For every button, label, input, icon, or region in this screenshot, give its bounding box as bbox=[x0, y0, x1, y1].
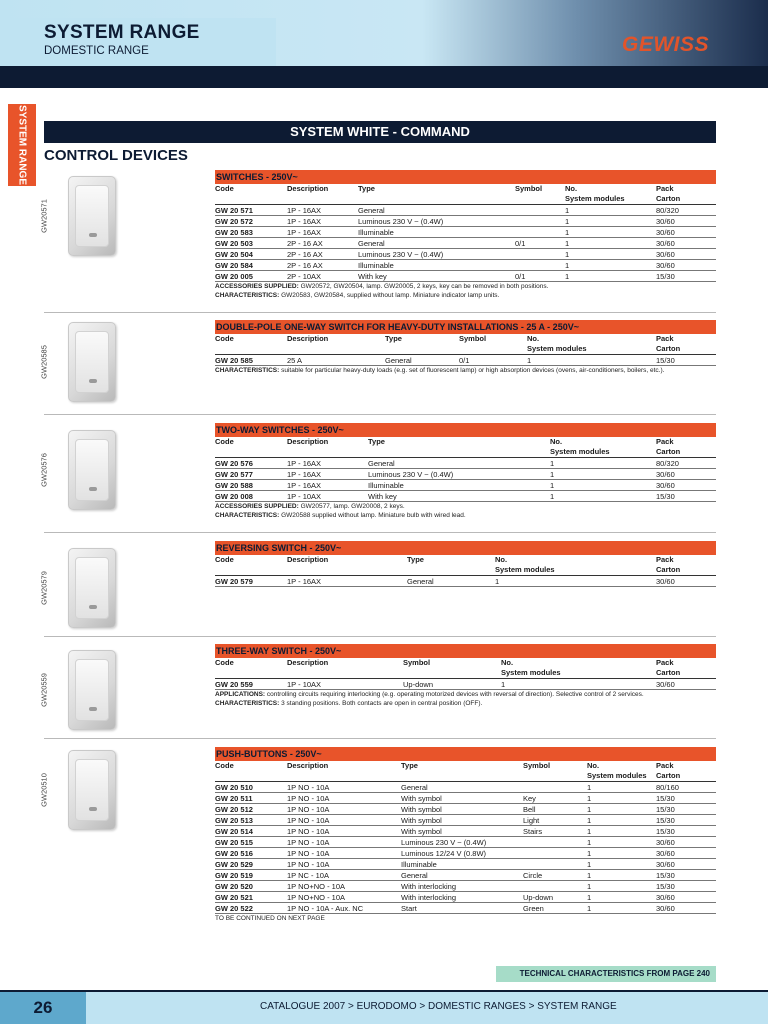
table-cell: 1P NO - 10A bbox=[287, 794, 330, 803]
table-cell: 2P - 16 AX bbox=[287, 261, 323, 270]
table-title: PUSH-BUTTONS - 250V~ bbox=[215, 747, 716, 761]
column-header: Code bbox=[215, 555, 234, 564]
table-cell: 1P NO - 10A bbox=[287, 805, 330, 814]
table-cell: With key bbox=[368, 492, 397, 501]
table-cell: 1 bbox=[587, 805, 592, 814]
table-cell: With symbol bbox=[401, 794, 442, 803]
switch-indicator bbox=[89, 605, 97, 609]
table-header bbox=[215, 334, 716, 355]
table-title: TWO-WAY SWITCHES - 250V~ bbox=[215, 423, 716, 437]
table-cell: 1 bbox=[587, 783, 592, 792]
table-cell: 1P - 16AX bbox=[287, 459, 322, 468]
product-image bbox=[68, 650, 116, 730]
product-code: GW 20 579 bbox=[215, 577, 253, 586]
product-code: GW 20 585 bbox=[215, 356, 253, 365]
table-cell: Luminous 230 V ~ (0.4W) bbox=[358, 250, 444, 259]
note-text: GW20583, GW20584, supplied without lamp. Miniature indicator lamp units. bbox=[279, 292, 500, 299]
table-note bbox=[215, 690, 716, 699]
note-label: CHARACTERISTICS: bbox=[215, 700, 280, 707]
product-code: GW 20 513 bbox=[215, 816, 253, 825]
section-divider bbox=[44, 312, 716, 313]
column-header: Symbol bbox=[515, 184, 543, 193]
table-cell: 15/30 bbox=[656, 871, 675, 880]
table-cell: 1 bbox=[565, 228, 570, 237]
table-cell: Start bbox=[401, 904, 417, 913]
table-row bbox=[215, 870, 716, 881]
table-cell: With symbol bbox=[401, 827, 442, 836]
column-header: No. System modules bbox=[550, 437, 610, 456]
table-cell: 1 bbox=[587, 849, 592, 858]
table-cell: 1 bbox=[565, 250, 570, 259]
table-cell: 30/60 bbox=[656, 860, 675, 869]
product-table bbox=[215, 423, 716, 520]
product-image bbox=[68, 322, 116, 402]
note-label: CHARACTERISTICS: bbox=[215, 512, 280, 519]
table-cell: 1 bbox=[550, 492, 555, 501]
table-cell: 2P - 16 AX bbox=[287, 239, 323, 248]
table-row bbox=[215, 480, 716, 491]
product-code-label bbox=[34, 650, 54, 730]
table-cell: Up-down bbox=[403, 680, 434, 689]
product-image bbox=[68, 548, 116, 628]
table-cell: 1P - 16AX bbox=[287, 228, 322, 237]
product-code: GW 20 510 bbox=[215, 783, 253, 792]
table-cell: 15/30 bbox=[656, 794, 675, 803]
table-cell: 1 bbox=[495, 577, 500, 586]
note-text: controlling circuits requiring interlocking (e.g. operating motorized devices with reversal of direction). Selective control of 2 services. bbox=[265, 691, 644, 698]
header-subtitle: DOMESTIC RANGE bbox=[44, 45, 149, 57]
table-cell: 15/30 bbox=[656, 356, 675, 365]
table-cell: 2P - 16 AX bbox=[287, 250, 323, 259]
product-code-text: GW20576 bbox=[39, 453, 49, 487]
product-table bbox=[215, 747, 716, 923]
table-cell: Stairs bbox=[523, 827, 543, 836]
column-header: Symbol bbox=[459, 334, 487, 343]
table-cell: Illuminable bbox=[368, 481, 404, 490]
table-row bbox=[215, 826, 716, 837]
switch-rocker bbox=[75, 659, 109, 721]
table-cell: 30/60 bbox=[656, 217, 675, 226]
table-header bbox=[215, 437, 716, 458]
product-code: GW 20 005 bbox=[215, 272, 253, 281]
column-header: Symbol bbox=[403, 658, 431, 667]
column-header: Type bbox=[368, 437, 385, 446]
table-row bbox=[215, 227, 716, 238]
table-cell: Circle bbox=[523, 871, 543, 880]
table-row bbox=[215, 249, 716, 260]
product-code: GW 20 512 bbox=[215, 805, 253, 814]
table-cell: Luminous 12/24 V (0.8W) bbox=[401, 849, 487, 858]
table-cell: 1P - 16AX bbox=[287, 481, 322, 490]
table-cell: With interlocking bbox=[401, 893, 457, 902]
table-cell: 1 bbox=[587, 816, 592, 825]
table-title: REVERSING SWITCH - 250V~ bbox=[215, 541, 716, 555]
table-cell: 1 bbox=[550, 459, 555, 468]
table-cell: 1P NO - 10A bbox=[287, 838, 330, 847]
column-header: Description bbox=[287, 184, 329, 193]
table-cell: Luminous 230 V ~ (0.4W) bbox=[401, 838, 487, 847]
table-cell: 30/60 bbox=[656, 680, 675, 689]
table-row bbox=[215, 881, 716, 892]
table-row bbox=[215, 458, 716, 469]
product-code: GW 20 572 bbox=[215, 217, 253, 226]
table-cell: 15/30 bbox=[656, 816, 675, 825]
table-cell: Light bbox=[523, 816, 540, 825]
note-label: CHARACTERISTICS: bbox=[215, 367, 280, 374]
brand-logo: GEWISS bbox=[622, 33, 710, 56]
table-cell: 1P NO - 10A bbox=[287, 816, 330, 825]
table-cell: With interlocking bbox=[401, 882, 457, 891]
table-row bbox=[215, 576, 716, 587]
table-row bbox=[215, 782, 716, 793]
product-code-text: GW20579 bbox=[39, 571, 49, 605]
product-code: GW 20 571 bbox=[215, 206, 253, 215]
note-label: CHARACTERISTICS: bbox=[215, 292, 280, 299]
table-cell: 1P - 16AX bbox=[287, 470, 322, 479]
table-cell: 1 bbox=[565, 261, 570, 270]
table-cell: 1 bbox=[587, 794, 592, 803]
section-divider bbox=[44, 738, 716, 739]
switch-indicator bbox=[89, 379, 97, 383]
table-cell: 30/60 bbox=[656, 893, 675, 902]
table-cell: Green bbox=[523, 904, 544, 913]
product-code: GW 20 514 bbox=[215, 827, 253, 836]
table-cell: 0/1 bbox=[515, 239, 526, 248]
note-text: GW20588 supplied without lamp. Miniature bulb with wired lead. bbox=[279, 512, 466, 519]
table-cell: 1 bbox=[501, 680, 506, 689]
column-header: Pack Carton bbox=[656, 184, 681, 203]
table-row bbox=[215, 491, 716, 502]
note-text: GW20572, GW20504, lamp. GW20005, 2 keys, key can be removed in both positions. bbox=[298, 283, 549, 290]
table-row bbox=[215, 804, 716, 815]
product-code: GW 20 521 bbox=[215, 893, 253, 902]
table-row bbox=[215, 859, 716, 870]
table-cell: 1P NO - 10A bbox=[287, 860, 330, 869]
table-row bbox=[215, 271, 716, 282]
table-header bbox=[215, 761, 716, 782]
column-header: Code bbox=[215, 658, 234, 667]
table-cell: 1 bbox=[550, 481, 555, 490]
table-cell: 1P - 10AX bbox=[287, 492, 322, 501]
table-title: THREE-WAY SWITCH - 250V~ bbox=[215, 644, 716, 658]
page-number: 26 bbox=[0, 992, 86, 1024]
product-code: GW 20 519 bbox=[215, 871, 253, 880]
note-text: GW20577, lamp. GW20008, 2 keys. bbox=[298, 503, 405, 510]
product-code: GW 20 515 bbox=[215, 838, 253, 847]
category-title: CONTROL DEVICES bbox=[44, 147, 188, 164]
table-cell: 30/60 bbox=[656, 261, 675, 270]
column-header: Type bbox=[401, 761, 418, 770]
table-row bbox=[215, 469, 716, 480]
switch-indicator bbox=[89, 233, 97, 237]
table-cell: 1P NO+NO - 10A bbox=[287, 893, 346, 902]
table-header bbox=[215, 555, 716, 576]
product-code: GW 20 516 bbox=[215, 849, 253, 858]
column-header: Description bbox=[287, 334, 329, 343]
table-note bbox=[215, 366, 716, 375]
table-row bbox=[215, 848, 716, 859]
table-cell: 30/60 bbox=[656, 250, 675, 259]
column-header: Pack Carton bbox=[656, 437, 681, 456]
table-cell: With symbol bbox=[401, 805, 442, 814]
table-row bbox=[215, 679, 716, 690]
table-cell: 1 bbox=[587, 904, 592, 913]
table-cell: 1 bbox=[565, 206, 570, 215]
table-cell: 30/60 bbox=[656, 470, 675, 479]
table-cell: 0/1 bbox=[515, 272, 526, 281]
switch-rocker bbox=[75, 185, 109, 247]
section-divider bbox=[44, 532, 716, 533]
column-header: Description bbox=[287, 555, 329, 564]
table-cell: 1 bbox=[587, 882, 592, 891]
table-cell: 30/60 bbox=[656, 838, 675, 847]
table-cell: Luminous 230 V ~ (0.4W) bbox=[368, 470, 454, 479]
table-row bbox=[215, 837, 716, 848]
table-header bbox=[215, 184, 716, 205]
table-title: SWITCHES - 250V~ bbox=[215, 170, 716, 184]
side-tab bbox=[8, 104, 36, 186]
note-text: suitable for particular heavy-duty loads (e.g. set of fluorescent lamp) or high absorption devices (ovens, air-conditioners, boilers, etc.). bbox=[279, 367, 665, 374]
page-footer bbox=[0, 990, 768, 1024]
side-tab-label: SYSTEM RANGE bbox=[16, 104, 28, 186]
note-text: 3 standing positions. Both contacts are open in central position (OFF). bbox=[279, 700, 483, 707]
column-header: Code bbox=[215, 334, 234, 343]
product-code: GW 20 583 bbox=[215, 228, 253, 237]
table-row bbox=[215, 815, 716, 826]
column-header: No. System modules bbox=[495, 555, 555, 574]
table-cell: General bbox=[401, 783, 428, 792]
product-table bbox=[215, 170, 716, 300]
table-note bbox=[215, 291, 716, 300]
table-cell: 1P NO - 10A - Aux. NC bbox=[287, 904, 364, 913]
table-cell: 30/60 bbox=[656, 239, 675, 248]
column-header: Pack Carton bbox=[656, 761, 681, 780]
table-cell: 1 bbox=[527, 356, 532, 365]
product-code-text: GW20585 bbox=[39, 345, 49, 379]
product-image bbox=[68, 430, 116, 510]
section-divider bbox=[44, 636, 716, 637]
table-note bbox=[215, 502, 716, 511]
table-row bbox=[215, 355, 716, 366]
table-cell: With key bbox=[358, 272, 387, 281]
column-header: Symbol bbox=[523, 761, 551, 770]
table-cell: With symbol bbox=[401, 816, 442, 825]
switch-rocker bbox=[75, 439, 109, 501]
table-cell: 1 bbox=[587, 827, 592, 836]
table-cell: Up-down bbox=[523, 893, 554, 902]
column-header: Type bbox=[407, 555, 424, 564]
table-cell: General bbox=[358, 239, 385, 248]
table-cell: 1P NO - 10A bbox=[287, 827, 330, 836]
column-header: Pack Carton bbox=[656, 658, 681, 677]
note-text: TO BE CONTINUED ON NEXT PAGE bbox=[215, 915, 325, 922]
table-cell: 30/60 bbox=[656, 849, 675, 858]
table-row bbox=[215, 793, 716, 804]
table-cell: 1P NO - 10A bbox=[287, 849, 330, 858]
product-code: GW 20 504 bbox=[215, 250, 253, 259]
table-row bbox=[215, 260, 716, 271]
table-cell: 15/30 bbox=[656, 827, 675, 836]
table-cell: 1 bbox=[550, 470, 555, 479]
product-code: GW 20 559 bbox=[215, 680, 253, 689]
table-cell: 1 bbox=[587, 871, 592, 880]
product-code: GW 20 503 bbox=[215, 239, 253, 248]
product-table bbox=[215, 541, 716, 587]
table-cell: Illuminable bbox=[358, 261, 394, 270]
section-title: SYSTEM WHITE - COMMAND bbox=[44, 121, 716, 143]
section-divider bbox=[44, 414, 716, 415]
product-code: GW 20 520 bbox=[215, 882, 253, 891]
column-header: Description bbox=[287, 761, 329, 770]
table-cell: 1 bbox=[565, 217, 570, 226]
table-cell: 30/60 bbox=[656, 904, 675, 913]
product-code: GW 20 577 bbox=[215, 470, 253, 479]
column-header: Code bbox=[215, 184, 234, 193]
table-cell: 80/320 bbox=[656, 459, 679, 468]
table-cell: 15/30 bbox=[656, 805, 675, 814]
table-cell: 1P - 10AX bbox=[287, 680, 322, 689]
column-header: Description bbox=[287, 437, 329, 446]
column-header: Description bbox=[287, 658, 329, 667]
switch-indicator bbox=[89, 807, 97, 811]
switch-indicator bbox=[89, 487, 97, 491]
table-row bbox=[215, 205, 716, 216]
product-image bbox=[68, 750, 116, 830]
table-cell: General bbox=[358, 206, 385, 215]
table-cell: General bbox=[368, 459, 395, 468]
product-table bbox=[215, 320, 716, 375]
note-label: ACCESSORIES SUPPLIED: bbox=[215, 283, 299, 290]
table-note bbox=[215, 699, 716, 708]
product-code-label bbox=[34, 322, 54, 402]
table-cell: 1 bbox=[565, 239, 570, 248]
table-cell: 1 bbox=[565, 272, 570, 281]
table-cell: 0/1 bbox=[459, 356, 470, 365]
switch-rocker bbox=[75, 331, 109, 393]
product-image bbox=[68, 176, 116, 256]
table-cell: Bell bbox=[523, 805, 536, 814]
column-header: No. System modules bbox=[587, 761, 647, 780]
note-label: ACCESSORIES SUPPLIED: bbox=[215, 503, 299, 510]
table-row bbox=[215, 903, 716, 914]
table-note bbox=[215, 511, 716, 520]
product-code-label bbox=[34, 176, 54, 256]
table-cell: 15/30 bbox=[656, 882, 675, 891]
table-cell: Illuminable bbox=[358, 228, 394, 237]
technical-characteristics-note: TECHNICAL CHARACTERISTICS FROM PAGE 240 bbox=[496, 966, 716, 982]
table-cell: 15/30 bbox=[656, 272, 675, 281]
table-cell: 1P - 16AX bbox=[287, 217, 322, 226]
switch-rocker bbox=[75, 759, 109, 821]
product-code: GW 20 576 bbox=[215, 459, 253, 468]
column-header: Type bbox=[385, 334, 402, 343]
table-cell: 30/60 bbox=[656, 481, 675, 490]
table-cell: General bbox=[385, 356, 412, 365]
column-header: Pack Carton bbox=[656, 555, 681, 574]
column-header: Pack Carton bbox=[656, 334, 681, 353]
footer-breadcrumb: CATALOGUE 2007 > EURODOMO > DOMESTIC RANGES > SYSTEM RANGE bbox=[260, 1001, 617, 1012]
table-cell: 1 bbox=[587, 860, 592, 869]
product-code-text: GW20510 bbox=[39, 773, 49, 807]
table-header bbox=[215, 658, 716, 679]
column-header: No. System modules bbox=[501, 658, 561, 677]
page-header bbox=[0, 0, 768, 88]
table-note bbox=[215, 282, 716, 291]
table-note bbox=[215, 914, 716, 923]
table-row bbox=[215, 892, 716, 903]
column-header: Type bbox=[358, 184, 375, 193]
product-code-label bbox=[34, 548, 54, 628]
table-cell: 25 A bbox=[287, 356, 303, 365]
column-header: Code bbox=[215, 761, 234, 770]
table-cell: Illuminable bbox=[401, 860, 437, 869]
table-cell: 30/60 bbox=[656, 228, 675, 237]
table-cell: 1P NO - 10A bbox=[287, 783, 330, 792]
table-row bbox=[215, 238, 716, 249]
column-header: Code bbox=[215, 437, 234, 446]
note-label: APPLICATIONS: bbox=[215, 691, 266, 698]
switch-indicator bbox=[89, 707, 97, 711]
switch-rocker bbox=[75, 557, 109, 619]
product-code: GW 20 522 bbox=[215, 904, 253, 913]
table-cell: 80/160 bbox=[656, 783, 679, 792]
table-cell: 15/30 bbox=[656, 492, 675, 501]
column-header: No. System modules bbox=[565, 184, 625, 203]
table-row bbox=[215, 216, 716, 227]
table-title: DOUBLE-POLE ONE-WAY SWITCH FOR HEAVY-DUTY INSTALLATIONS - 25 A - 250V~ bbox=[215, 320, 716, 334]
table-cell: General bbox=[407, 577, 434, 586]
table-cell: 1 bbox=[587, 838, 592, 847]
product-code: GW 20 584 bbox=[215, 261, 253, 270]
table-cell: 1P NC - 10A bbox=[287, 871, 329, 880]
table-cell: 80/320 bbox=[656, 206, 679, 215]
table-cell: General bbox=[401, 871, 428, 880]
table-cell: Key bbox=[523, 794, 536, 803]
header-title: SYSTEM RANGE bbox=[44, 22, 200, 43]
product-code: GW 20 008 bbox=[215, 492, 253, 501]
table-cell: 1P NO+NO - 10A bbox=[287, 882, 346, 891]
product-code: GW 20 511 bbox=[215, 794, 253, 803]
table-cell: 1P - 16AX bbox=[287, 206, 322, 215]
product-code-label bbox=[34, 750, 54, 830]
table-cell: 30/60 bbox=[656, 577, 675, 586]
table-cell: 1 bbox=[587, 893, 592, 902]
product-code: GW 20 529 bbox=[215, 860, 253, 869]
product-code-label bbox=[34, 430, 54, 510]
table-cell: 2P - 10AX bbox=[287, 272, 322, 281]
product-table bbox=[215, 644, 716, 708]
column-header: No. System modules bbox=[527, 334, 587, 353]
table-cell: 1P - 16AX bbox=[287, 577, 322, 586]
table-cell: Luminous 230 V ~ (0.4W) bbox=[358, 217, 444, 226]
product-code-text: GW20571 bbox=[39, 199, 49, 233]
product-code-text: GW20559 bbox=[39, 673, 49, 707]
product-code: GW 20 588 bbox=[215, 481, 253, 490]
